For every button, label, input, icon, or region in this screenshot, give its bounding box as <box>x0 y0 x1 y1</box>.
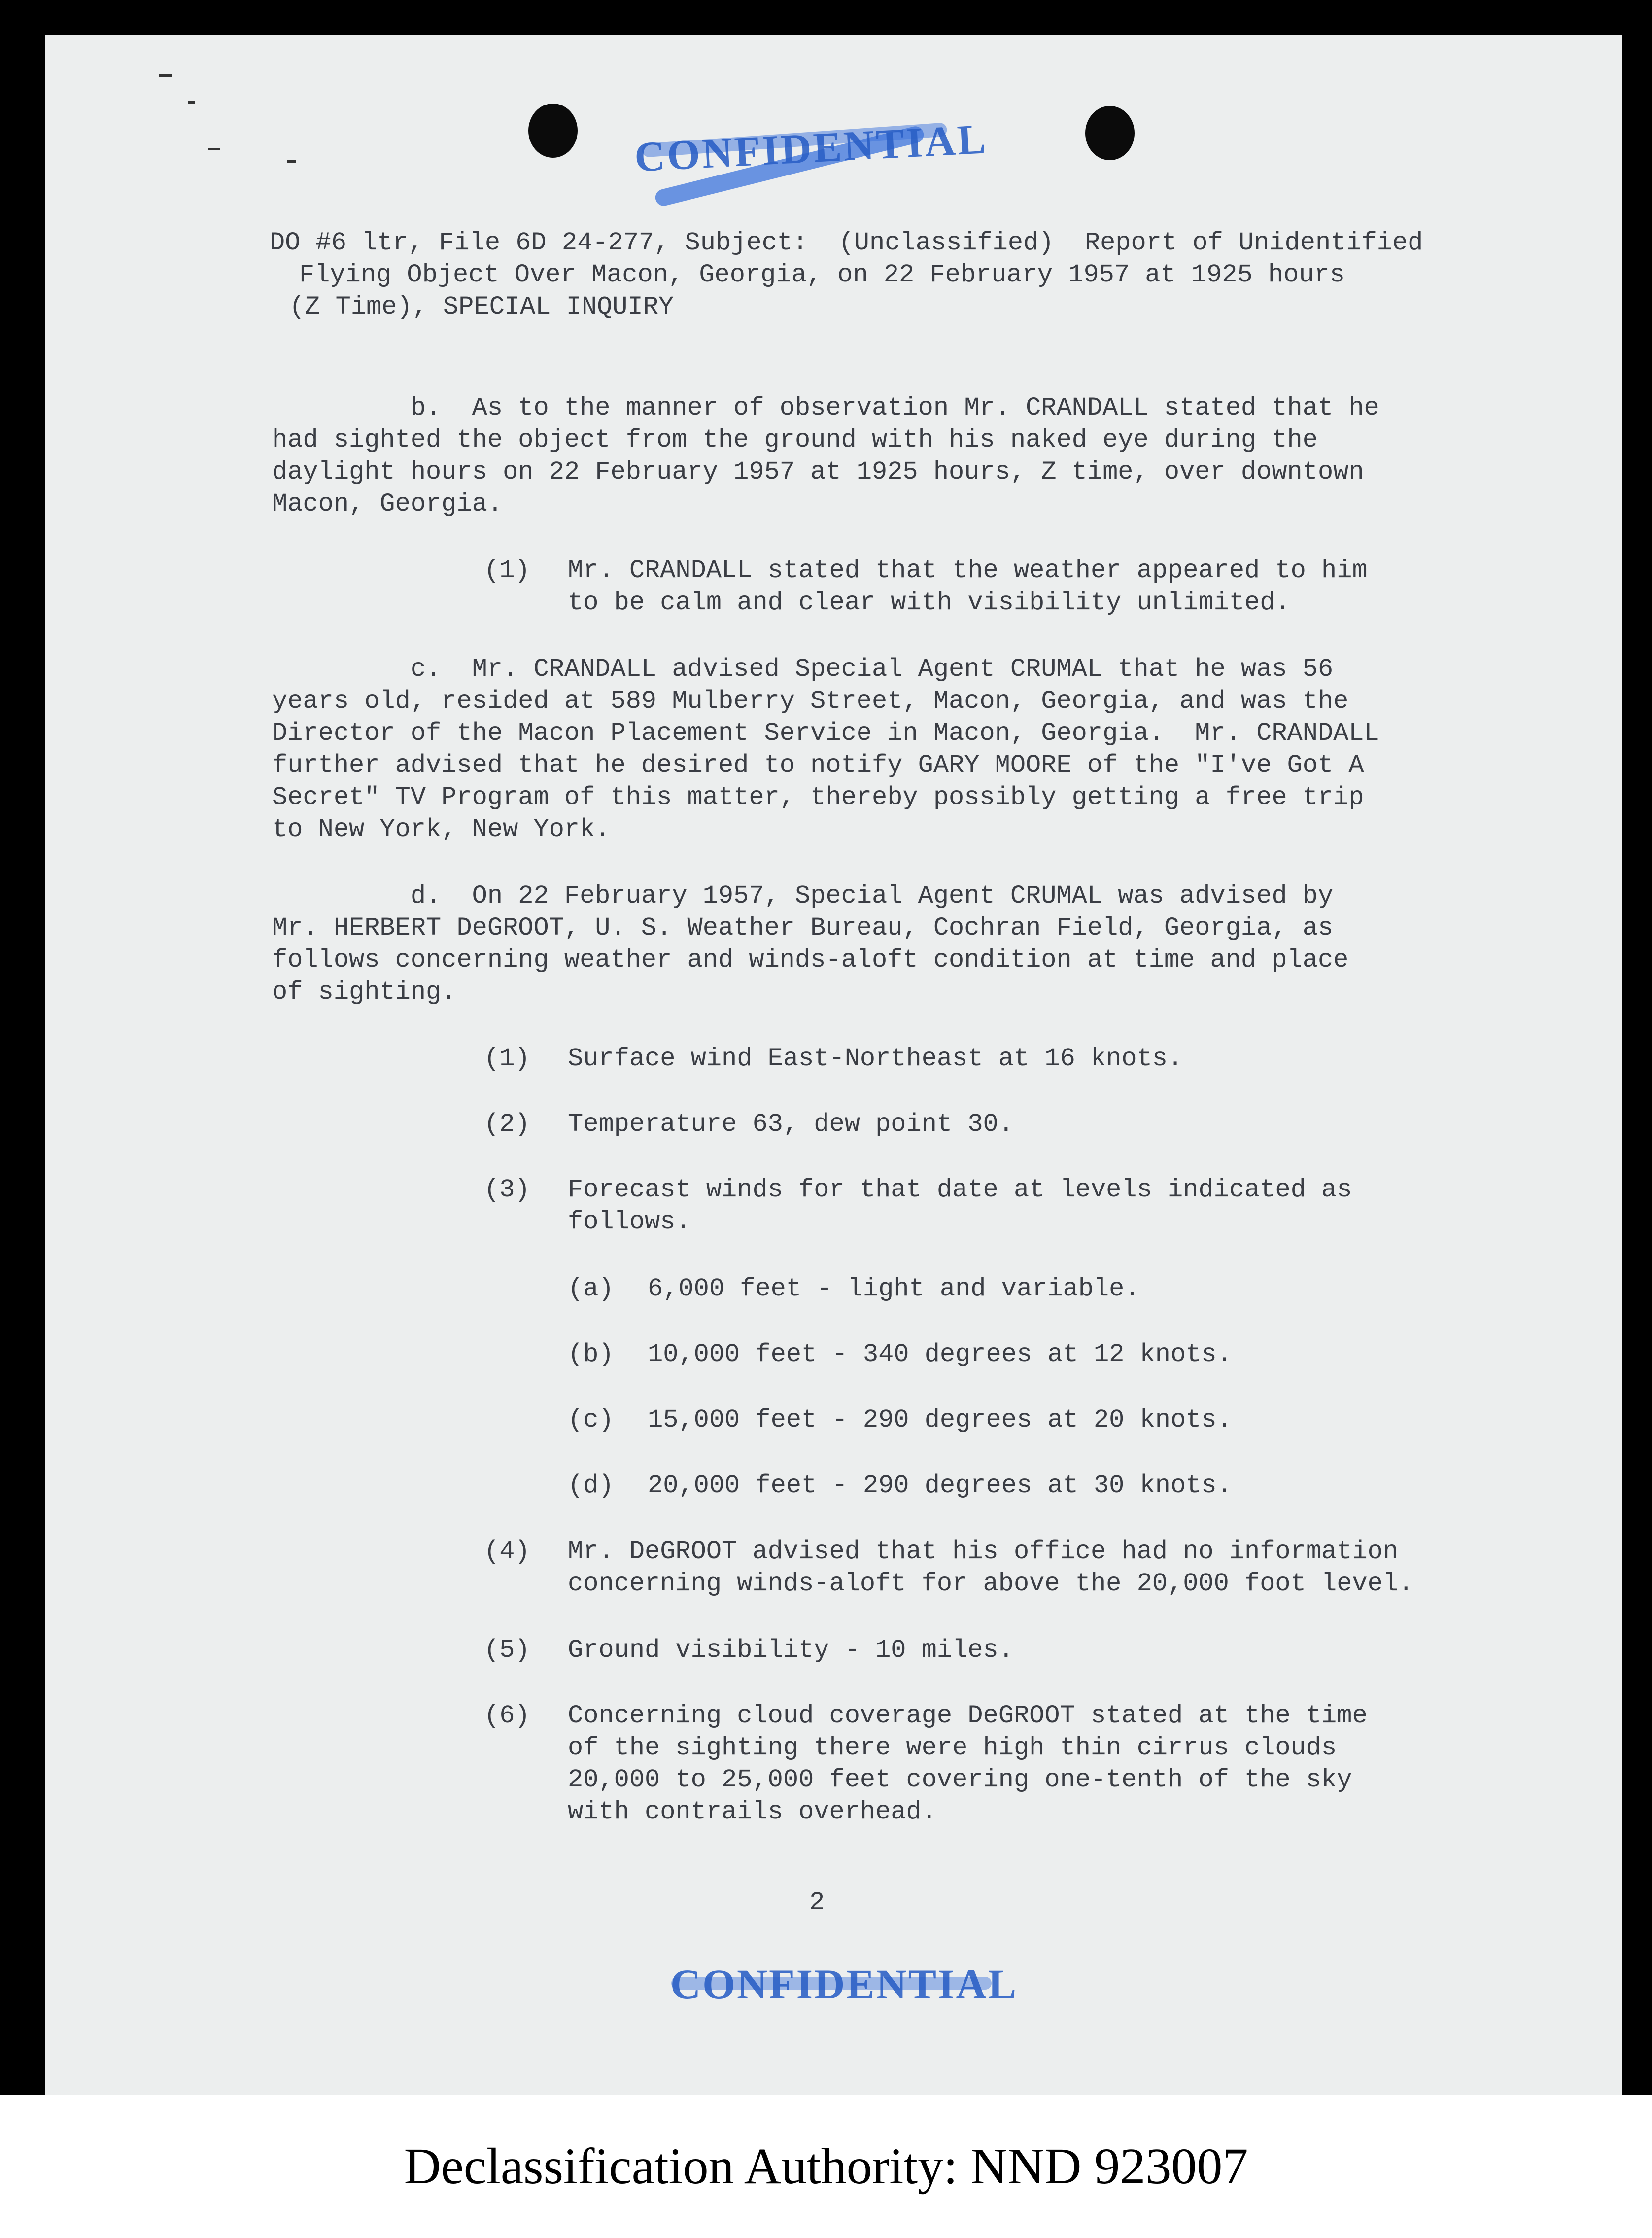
paper-speck <box>188 101 195 104</box>
punch-hole-left <box>528 104 578 158</box>
item-d6-number: (6) <box>484 1701 530 1730</box>
item-d3-number: (3) <box>484 1175 530 1204</box>
subitem-d-text: 20,000 feet - 290 degrees at 30 knots. <box>648 1471 1232 1500</box>
paper-speck <box>159 74 172 77</box>
confidential-stamp-top: CONFIDENTIAL <box>633 115 989 181</box>
item-d4-line-1: Mr. DeGROOT advised that his office had no information <box>568 1537 1399 1566</box>
item-d6-line-3: 20,000 to 25,000 feet covering one-tenth of the sky <box>568 1765 1352 1794</box>
para-d-line-3: follows concerning weather and winds-aloft condition at time and place <box>272 945 1349 975</box>
item-b1-line-1: Mr. CRANDALL stated that the weather appeared to him <box>568 556 1368 585</box>
para-c-line-5: Secret" TV Program of this matter, thereby possibly getting a free trip <box>272 783 1364 812</box>
para-b-line-1: b. As to the manner of observation Mr. CRANDALL stated that he <box>272 393 1379 422</box>
header-line-1: DO #6 ltr, File 6D 24-277, Subject: (Unclassified) Report of Unidentified <box>270 228 1423 257</box>
para-b-line-4: Macon, Georgia. <box>272 490 503 519</box>
item-d6-line-4: with contrails overhead. <box>568 1797 937 1826</box>
para-b-line-3: daylight hours on 22 February 1957 at 1925 hours, Z time, over downtown <box>272 457 1364 487</box>
para-c-line-1: c. Mr. CRANDALL advised Special Agent CRUMAL that he was 56 <box>272 655 1334 684</box>
item-d2-number: (2) <box>484 1110 530 1139</box>
para-c-line-3: Director of the Macon Placement Service in Macon, Georgia. Mr. CRANDALL <box>272 719 1379 748</box>
confidential-stamp-bottom: CONFIDENTIAL <box>670 1960 1018 2008</box>
item-b1-number: (1) <box>484 556 530 585</box>
para-c-line-4: further advised that he desired to notify GARY MOORE of the "I've Got A <box>272 751 1364 780</box>
item-d6-line-1: Concerning cloud coverage DeGROOT stated at the time <box>568 1701 1368 1730</box>
header-line-2: Flying Object Over Macon, Georgia, on 22 February 1957 at 1925 hours <box>299 260 1345 289</box>
subitem-c-text: 15,000 feet - 290 degrees at 20 knots. <box>648 1405 1232 1434</box>
item-d6-line-2: of the sighting there were high thin cirrus clouds <box>568 1733 1337 1762</box>
item-d3-line-1: Forecast winds for that date at levels indicated as <box>568 1175 1352 1204</box>
item-d5-number: (5) <box>484 1636 530 1665</box>
para-d-line-4: of sighting. <box>272 978 457 1007</box>
para-d-line-2: Mr. HERBERT DeGROOT, U. S. Weather Bureau, Cochran Field, Georgia, as <box>272 913 1334 943</box>
para-c-line-6: to New York, New York. <box>272 815 611 844</box>
subitem-b-number: (b) <box>568 1340 614 1369</box>
item-d3-line-2: follows. <box>568 1207 691 1236</box>
subitem-a-text: 6,000 feet - light and variable. <box>648 1274 1140 1303</box>
para-c-line-2: years old, resided at 589 Mulberry Street, Macon, Georgia, and was the <box>272 687 1349 716</box>
paper-speck <box>287 160 296 163</box>
item-d4-number: (4) <box>484 1537 530 1566</box>
subitem-c-number: (c) <box>568 1405 614 1434</box>
paper-speck <box>208 148 220 150</box>
subitem-b-text: 10,000 feet - 340 degrees at 12 knots. <box>648 1340 1232 1369</box>
subitem-a-number: (a) <box>568 1274 614 1303</box>
page-number: 2 <box>809 1888 825 1917</box>
punch-hole-right <box>1085 106 1135 160</box>
item-d1-number: (1) <box>484 1044 530 1073</box>
item-d1-line-1: Surface wind East-Northeast at 16 knots. <box>568 1044 1183 1073</box>
declassification-authority: Declassification Authority: NND 923007 <box>404 2138 1248 2195</box>
para-b-line-2: had sighted the object from the ground with his naked eye during the <box>272 425 1318 455</box>
item-d2-line-1: Temperature 63, dew point 30. <box>568 1110 1014 1139</box>
para-d-line-1: d. On 22 February 1957, Special Agent CRUMAL was advised by <box>272 881 1334 910</box>
item-d5-line-1: Ground visibility - 10 miles. <box>568 1636 1014 1665</box>
item-d4-line-2: concerning winds-aloft for above the 20,000 foot level. <box>568 1569 1414 1598</box>
header-line-3: (Z Time), SPECIAL INQUIRY <box>289 292 674 321</box>
item-b1-line-2: to be calm and clear with visibility unlimited. <box>568 588 1291 617</box>
document-page <box>45 35 1622 2095</box>
subitem-d-number: (d) <box>568 1471 614 1500</box>
